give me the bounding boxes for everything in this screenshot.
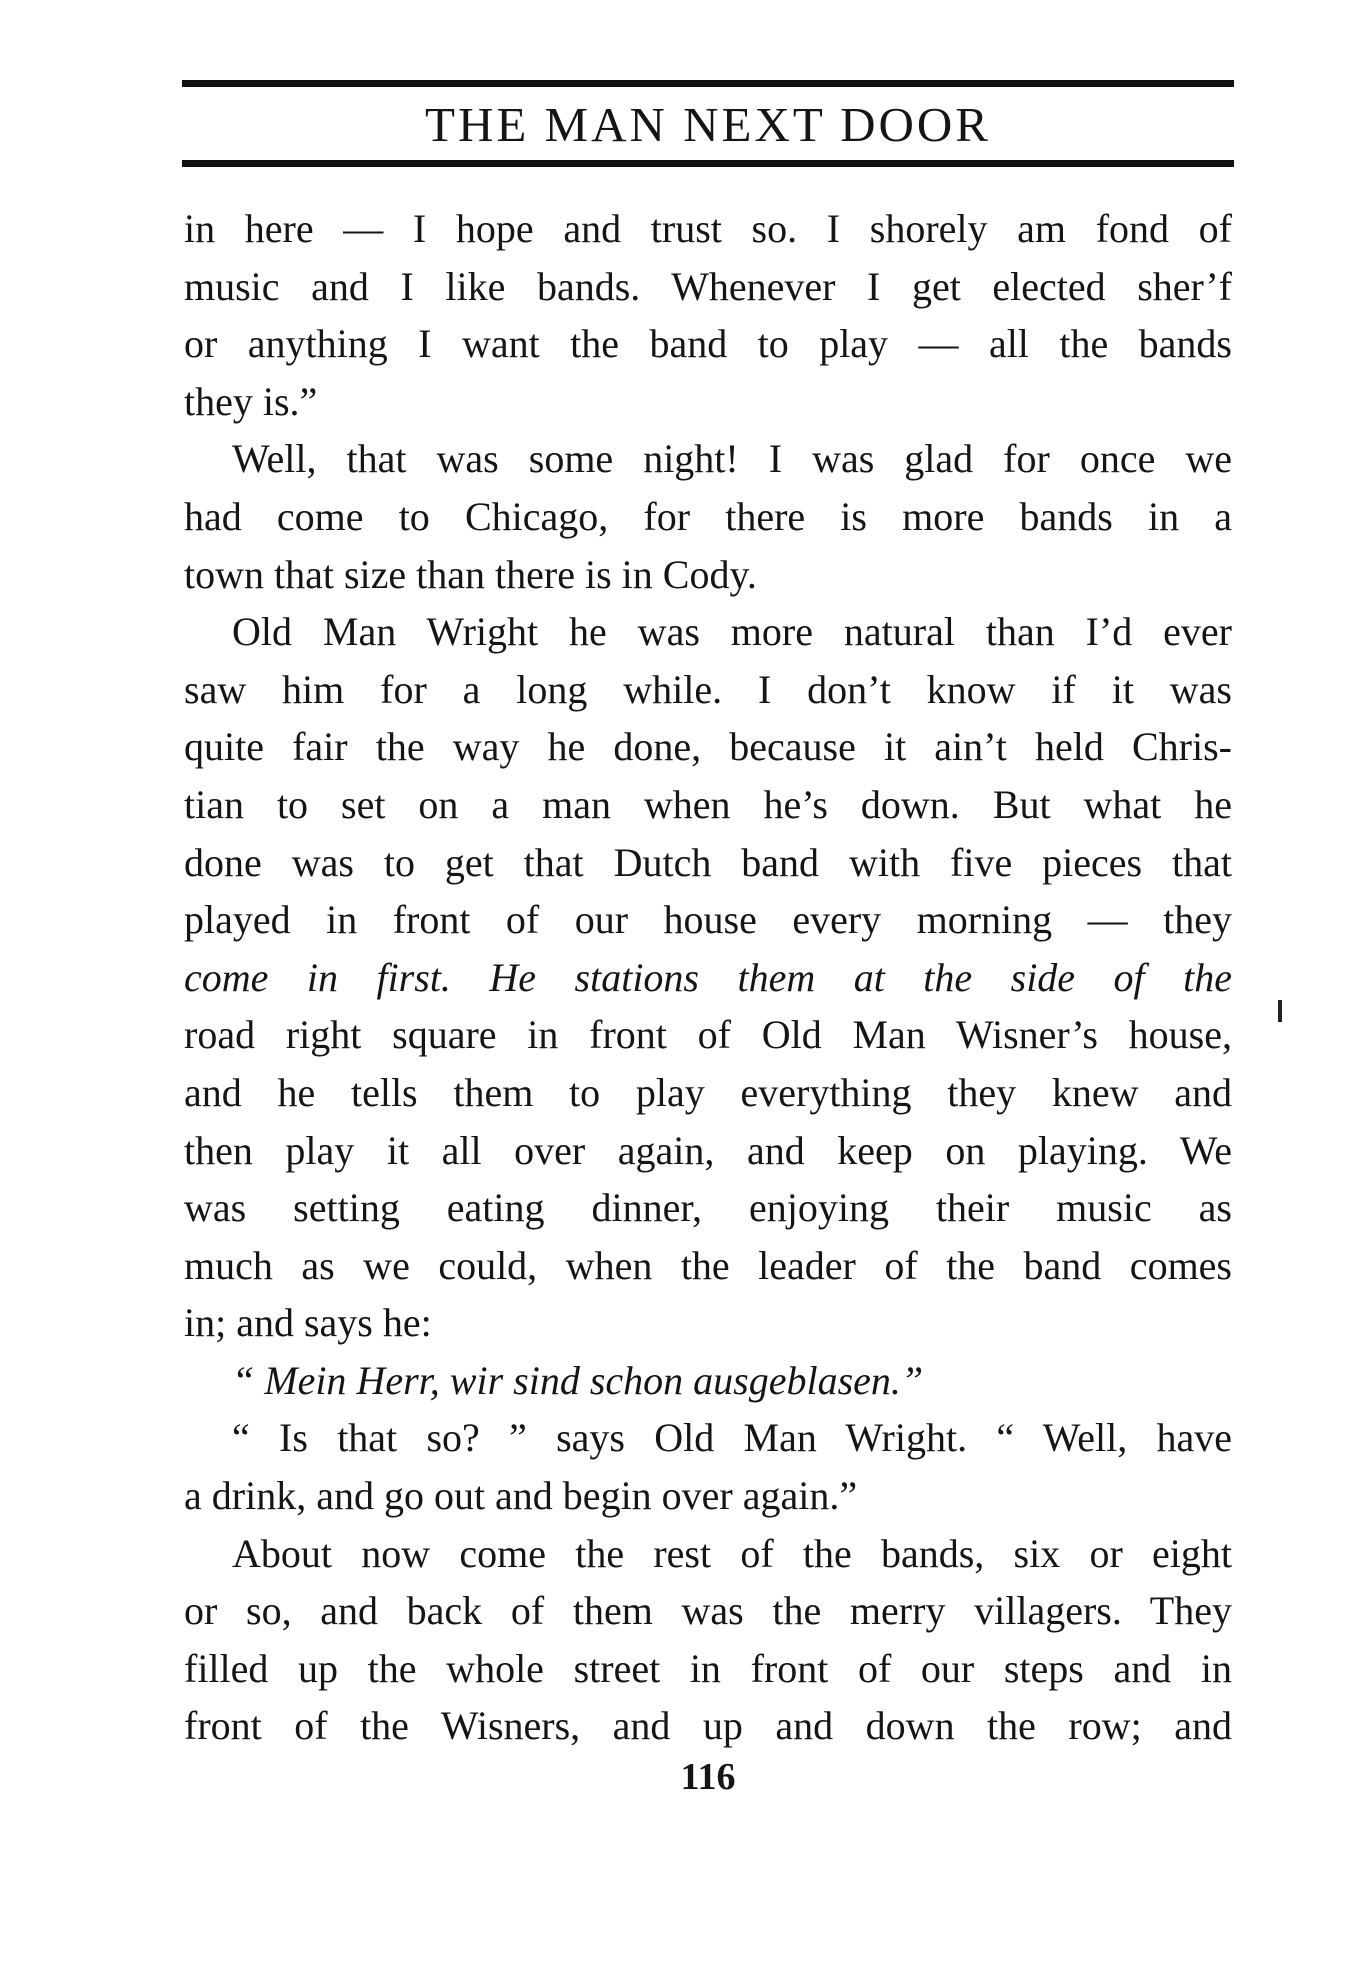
- header-top-rule: [182, 80, 1234, 87]
- text-line: filled up the whole street in front of our steps and in: [184, 1645, 1232, 1691]
- text-line: or anything I want the band to play — all the bands: [184, 321, 1232, 367]
- text-line: road right square in front of Old Man Wisner’s house,: [184, 1012, 1232, 1058]
- text-line: a drink, and go out and begin over again.”: [184, 1473, 858, 1519]
- text-line: “ Is that so? ” says Old Man Wright. “ Well, have: [232, 1415, 1232, 1461]
- header-bottom-rule: [182, 160, 1234, 167]
- text-line: in here — I hope and trust so. I shorely am fond of: [184, 206, 1232, 251]
- text-line-italic: come in first. He stations them at the side of the: [184, 954, 1232, 1000]
- text-line: was setting eating dinner, enjoying their music as: [184, 1185, 1232, 1231]
- text-line: quite fair the way he done, because it ain’t held Chris-: [184, 724, 1232, 770]
- text-line: much as we could, when the leader of the band comes: [184, 1242, 1232, 1288]
- text-line: played in front of our house every morning — they: [184, 897, 1232, 943]
- print-speck: [1278, 1000, 1282, 1022]
- body-text: [184, 200, 1232, 1755]
- text-line: then play it all over again, and keep on playing. We: [184, 1127, 1232, 1173]
- text-line: town that size than there is in Cody.: [184, 551, 757, 597]
- text-line: had come to Chicago, for there is more bands in a: [184, 493, 1232, 539]
- text-line: front of the Wisners, and up and down the row; and: [184, 1703, 1232, 1749]
- text-line: saw him for a long while. I don’t know if it was: [184, 666, 1232, 712]
- text-line: they is.”: [184, 378, 318, 424]
- text-line: or so, and back of them was the merry villagers. They: [184, 1588, 1232, 1634]
- text-line: done was to get that Dutch band with five pieces that: [184, 839, 1232, 885]
- text-line-italic: “ Mein Herr, wir sind schon ausgeblasen.”: [232, 1357, 924, 1403]
- text-line: Old Man Wright he was more natural than I’d ever: [232, 609, 1232, 655]
- text-line: and he tells them to play everything they knew and: [184, 1069, 1232, 1115]
- page-number: 116: [680, 1756, 736, 1798]
- running-head: THE MAN NEXT DOOR: [425, 97, 991, 152]
- text-line: music and I like bands. Whenever I get elected sher’f: [184, 263, 1232, 309]
- text-line: Well, that was some night! I was glad for once we: [232, 436, 1232, 482]
- text-line: in; and says he:: [184, 1300, 432, 1346]
- text-line: tian to set on a man when he’s down. But what he: [184, 781, 1232, 827]
- text-line: About now come the rest of the bands, six or eight: [232, 1530, 1232, 1576]
